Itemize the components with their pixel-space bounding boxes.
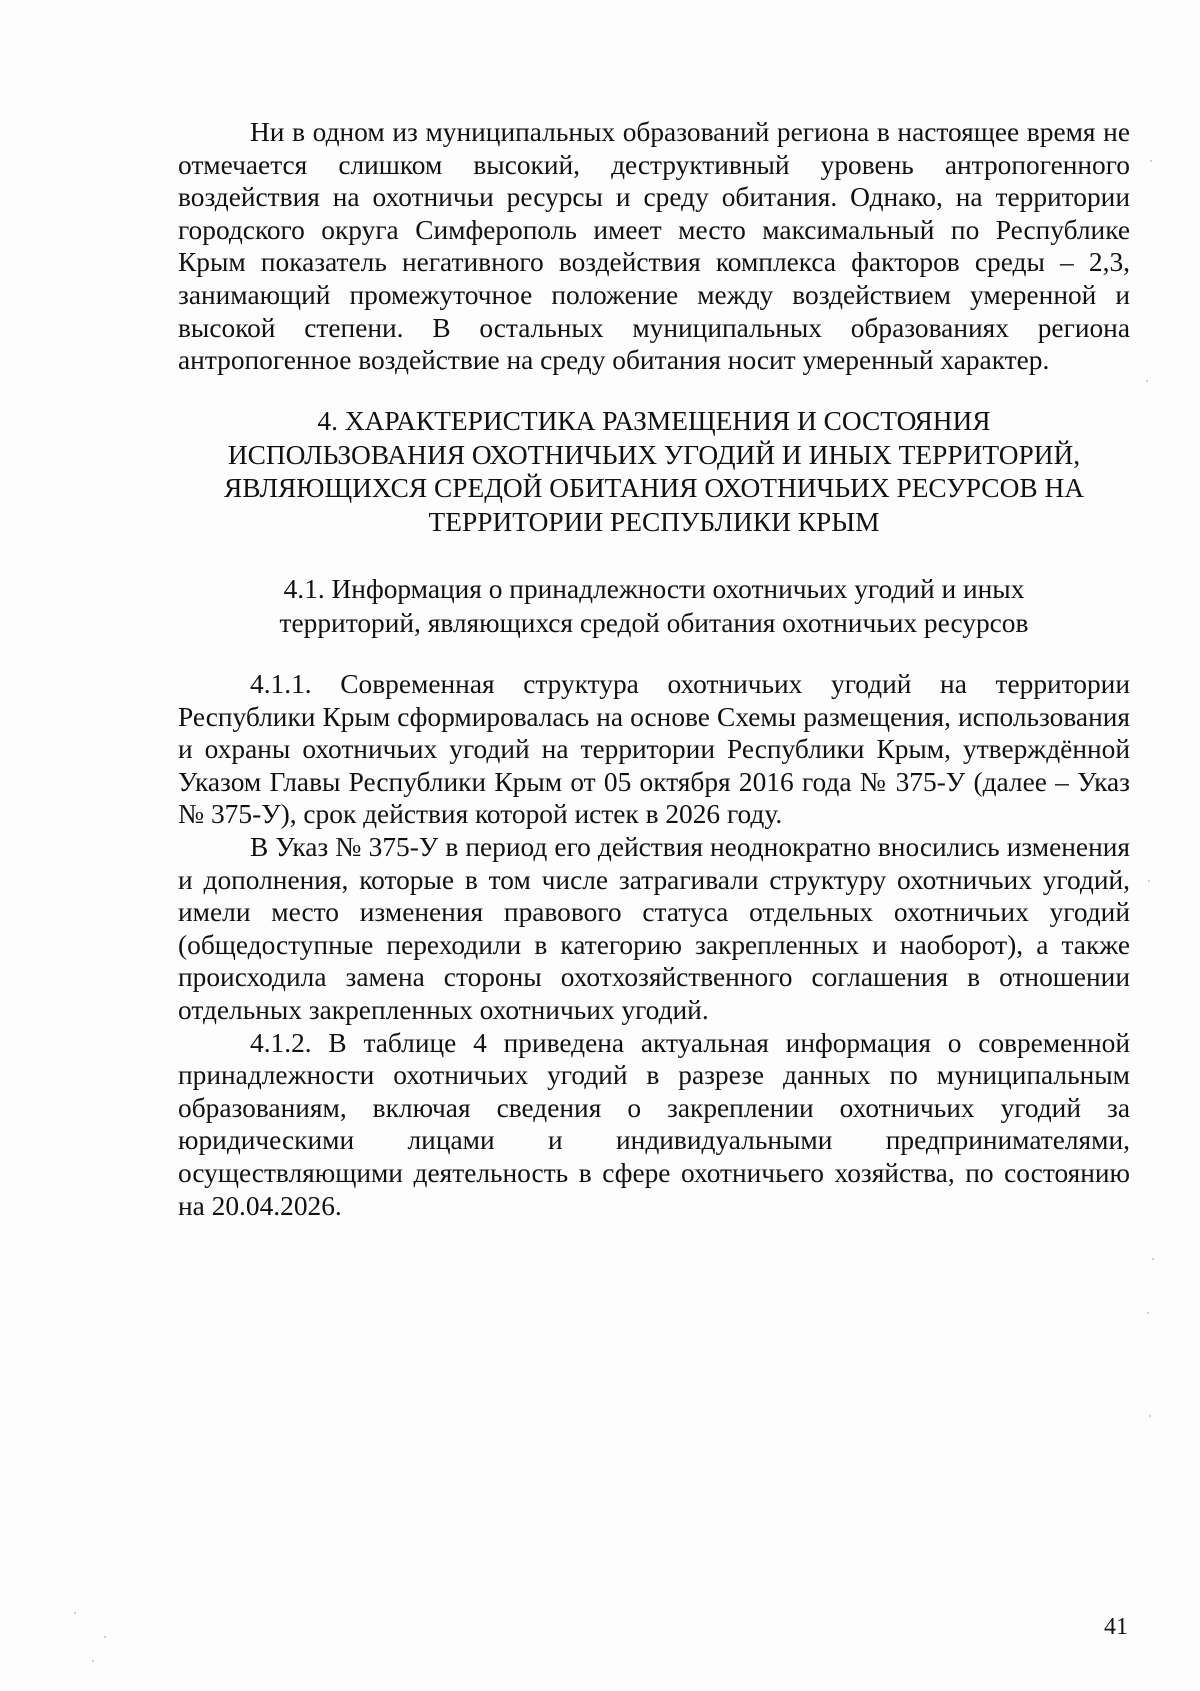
scan-speck [104,1636,106,1638]
scan-speck [1148,880,1150,882]
scan-speck [1149,1415,1151,1417]
section-heading [178,405,1130,539]
intro-section [178,116,1130,377]
scan-speck [92,1660,94,1662]
subsection-heading-line: территорий, являющихся средой обитания охотничьих ресурсов [279,607,1029,638]
intro-paragraph: Ни в одном из муниципальных образований региона в настоящее время не отмечается слишком высокий, деструктивный уровень антропогенного воздействия на охотничьи ресурсы и среду обитания. Однако, на территории городского округа Симферополь имеет место максимальный по Республике Крым показатель негативного воздействия комплекса факторов среды – 2,3, занимающий промежуточное положение между воздействием умеренной и высокой степени. В остальных муниципальных образованиях региона антропогенное воздействие на среду обитания носит умеренный характер. [178,117,1130,376]
scan-speck [1152,1258,1154,1260]
paragraph-ukaz-changes: В Указ № 375-У в период его действия неоднократно вносились изменения и дополнения, которые в том числе затрагивали структуру охотничьих угодий, имели место изменения правового статуса отдельных охотничьих угодий (общедоступные переходили в категорию закрепленных и наоборот), а также происходила замена стороны охотхозяйственного соглашения в отношении отдельных закрепленных охотничьих угодий. [178,831,1130,1025]
scan-speck [1146,380,1148,382]
scan-speck [1147,1312,1149,1314]
section-heading-line: ЯВЛЯЮЩИХСЯ СРЕДОЙ ОБИТАНИЯ ОХОТНИЧЬИХ РЕСУРСОВ НА [223,473,1085,503]
page-number: 41 [1104,1614,1128,1640]
section-heading-line: ТЕРРИТОРИИ РЕСПУБЛИКИ КРЫМ [428,506,880,537]
subsection-heading [178,573,1130,640]
paragraph-4-1-1: 4.1.1. Современная структура охотничьих угодий на территории Республики Крым сформировалась на основе Схемы размещения, использования и охраны охотничьих угодий на территории Республики Крым, утверждённой Указом Главы Республики Крым от 05 октября 2016 года № 375-У (далее – Указ № 375-У), срок действия которой истек в 2026 году. [178,669,1130,830]
body-section [178,668,1130,1222]
section-heading-line: 4. ХАРАКТЕРИСТИКА РАЗМЕЩЕНИЯ И СОСТОЯНИЯ [317,406,991,436]
paragraph-4-1-2: 4.1.2. В таблице 4 приведена актуальная информация о современной принадлежности охотничьих угодий в разрезе данных по муниципальным образованиям, включая сведения о закреплении охотничьих угодий за юридическими лицами и индивидуальными предпринимателями, осуществляющими деятельность в сфере охотничьего хозяйства, по состоянию на 20.04.2026. [178,1027,1130,1221]
subsection-heading-line: 4.1. Информация о принадлежности охотничьих угодий и иных [283,574,1025,604]
section-heading-line: ИСПОЛЬЗОВАНИЯ ОХОТНИЧЬИХ УГОДИЙ И ИНЫХ ТЕРРИТОРИЙ, [227,439,1081,470]
scan-speck [74,1612,76,1614]
scan-speck [1150,160,1152,162]
